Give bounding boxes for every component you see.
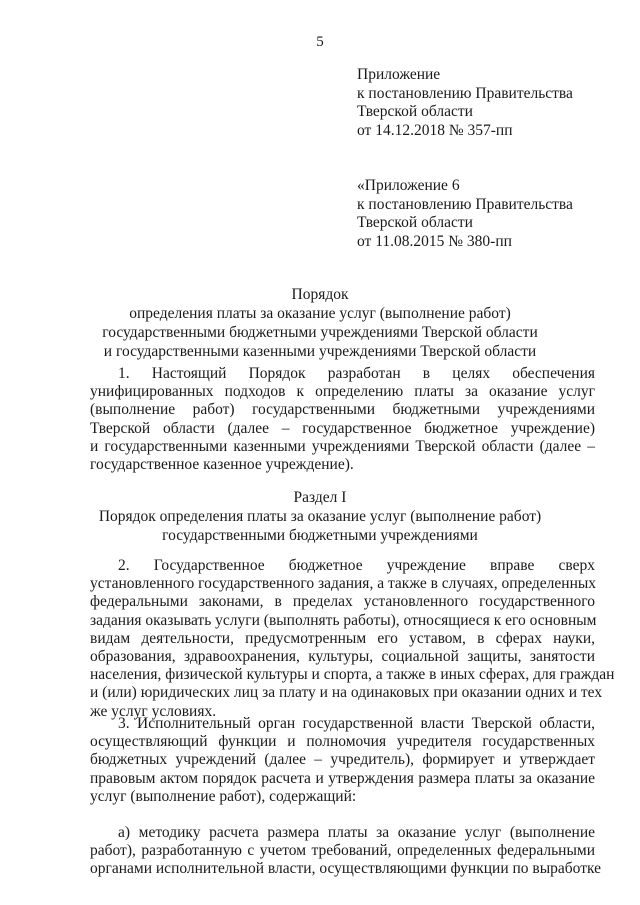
- text-line: бюджетных учреждений (далее – учредитель), формирует и утверждает: [90, 751, 595, 769]
- text-line: 2. Государственное бюджетное учреждение вправе сверх: [118, 557, 595, 574]
- text-line: установленного государственного задания, а также в случаях, определенных: [90, 575, 597, 593]
- text-line: а) методику расчета размера платы за оказание услуг (выполнение: [118, 824, 595, 841]
- text-line: 3. Исполнительный орган государственной власти Тверской области,: [118, 715, 595, 732]
- text-line: осуществляющий функции и полномочия учредителя государственных: [90, 733, 595, 751]
- appendix-6-header: [357, 177, 573, 251]
- text-line: (выполнение работ) государственными бюджетными учреждениями: [90, 401, 595, 419]
- text-line: правовым актом порядок расчета и утверждения размера платы за оказание: [90, 769, 595, 787]
- title-line: Порядок: [291, 286, 349, 303]
- text-line: государственное казенное учреждение).: [90, 455, 354, 473]
- title-line: государственными бюджетными учреждениями Тверской области: [102, 324, 538, 341]
- section-line: Порядок определения платы за оказание услуг (выполнение работ): [98, 508, 542, 525]
- page-number: 5: [316, 34, 324, 50]
- section-heading: [0, 488, 640, 545]
- section-line: государственными бюджетными учреждениями: [162, 527, 478, 544]
- appendix-header: [357, 66, 573, 140]
- paragraph-1: [90, 365, 595, 474]
- text-line: и (или) юридических лиц за плату и на одинаковых при оказании одних и тех: [90, 684, 603, 702]
- appendix-line: от 11.08.2015 № 380-пп: [357, 232, 512, 250]
- text-line: унифицированных подходов к определению платы за оказание услуг: [90, 383, 595, 401]
- text-line: образования, здравоохранения, культуры, социальной защиты, занятости: [90, 647, 595, 665]
- appendix-line: к постановлению Правительства: [357, 195, 573, 213]
- title-line: определения платы за оказание услуг (выполнение работ): [129, 305, 511, 322]
- text-line: органами исполнительной власти, осуществляющими функции по выработке: [90, 860, 602, 878]
- text-line: и государственными казенными учреждениями Тверской области (далее –: [90, 437, 595, 455]
- text-line: видам деятельности, предусмотренным его уставом, в сферах науки,: [90, 629, 595, 647]
- appendix-line: Тверской области: [357, 103, 473, 120]
- appendix-line: от 14.12.2018 № 357-пп: [357, 121, 513, 139]
- document-title: [0, 285, 640, 361]
- text-line: работ), разработанную с учетом требований, определенных федеральными: [90, 842, 595, 860]
- appendix-line: Приложение: [357, 66, 441, 83]
- text-line: 1. Настоящий Порядок разработан в целях обеспечения: [118, 365, 595, 382]
- text-line: населения, физической культуры и спорта, а также в иных сферах, для граждан: [90, 666, 615, 684]
- title-line: и государственными казенными учреждениями Тверской области: [103, 343, 537, 360]
- paragraph-4: [90, 824, 602, 879]
- appendix-line: Тверской области: [357, 214, 473, 231]
- text-line: федеральными законами, в пределах установленного государственного: [90, 593, 595, 611]
- text-line: Тверской области (далее – государственное бюджетное учреждение): [90, 419, 595, 437]
- appendix-line: «Приложение 6: [357, 177, 460, 194]
- section-line: Раздел I: [293, 489, 347, 506]
- text-line: задания оказывать услуги (выполнять работы), относящиеся к его основным: [90, 611, 597, 629]
- text-line: услуг (выполнение работ), содержащий:: [90, 787, 357, 805]
- paragraph-2: [90, 557, 615, 721]
- appendix-line: к постановлению Правительства: [357, 84, 573, 102]
- paragraph-3: [90, 715, 595, 806]
- text-line: же услуг условиях.: [90, 702, 217, 720]
